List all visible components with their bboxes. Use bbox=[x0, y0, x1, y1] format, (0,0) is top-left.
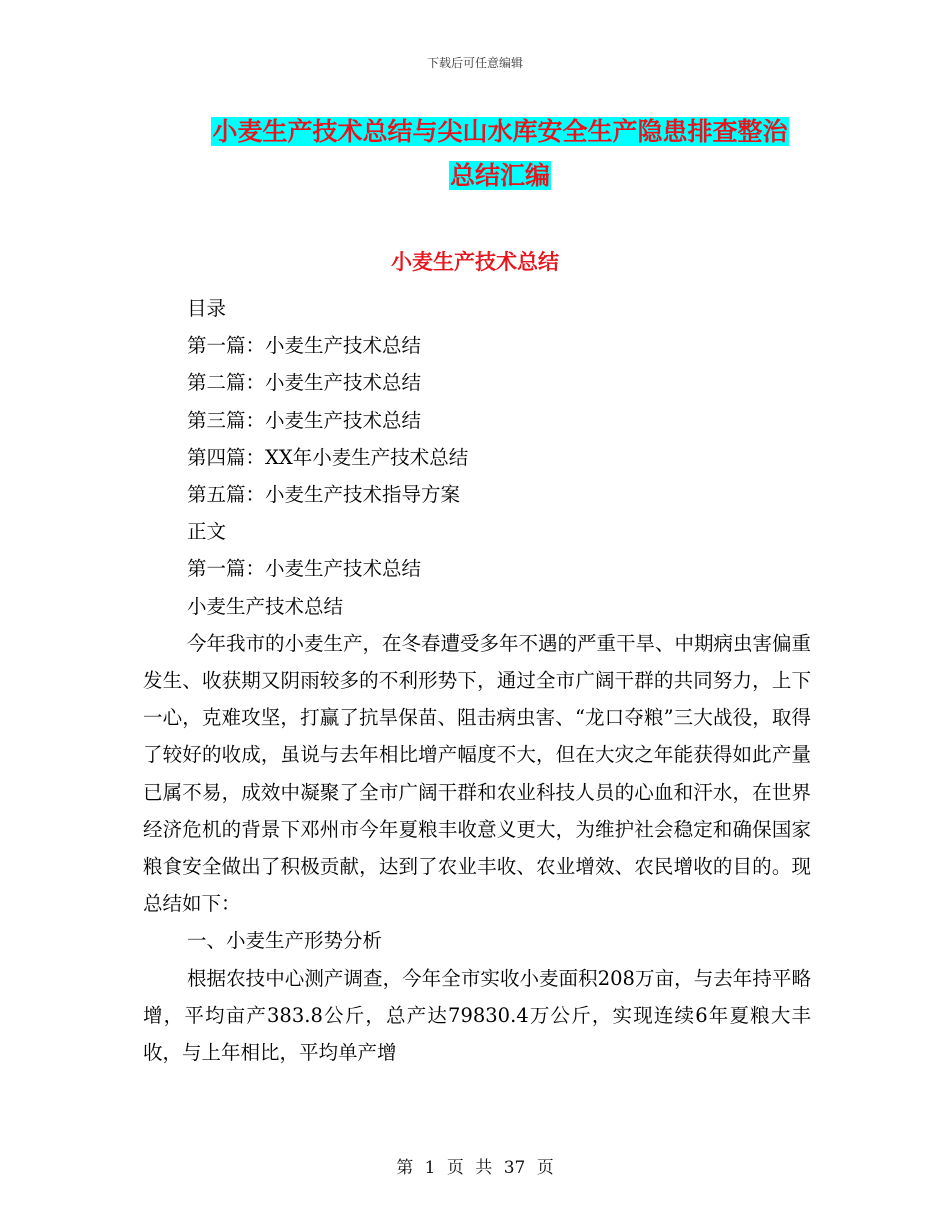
paragraph: 今年我市的小麦生产，在冬春遭受多年不遇的严重干旱、中期病虫害偏重发生、收获期又阴雨较多的不利形势下，通过全市广阔干群的共同努力，上下一心，克难攻坚，打赢了抗旱保苗、阻击病虫害、“龙口夺粮”三大战役，取得了较好的收成，虽说与去年相比增产幅度不大，但在大灾之年能获得如此产量已属不易，成效中凝聚了全市广阔干群和农业科技人员的心血和汗水，在世界经济危机的背景下邓州市今年夏粮丰收意义更大，为维护社会稳定和确保国家粮食安全做出了积极贡献，达到了农业丰收、农业增效、农民增收的目的。现总结如下： bbox=[143, 631, 812, 916]
chapter-subtitle: 小麦生产技术总结 bbox=[187, 594, 344, 618]
toc-item: 第五篇：小麦生产技术指导方案 bbox=[187, 483, 461, 507]
page-number: 第 1 页 共 37 页 bbox=[396, 1158, 554, 1178]
section-title: 小麦生产技术总结 bbox=[391, 250, 559, 274]
document-body bbox=[143, 290, 811, 1071]
paragraph: 根据农技中心测产调查，今年全市实收小麦面积208万亩，与去年持平略增，平均亩产383.8公斤，总产达79830.4万公斤，实现连续6年夏粮大丰收，与上年相比，平均单产增 bbox=[143, 966, 811, 1065]
chapter-title: 第一篇：小麦生产技术总结 bbox=[187, 557, 422, 581]
document-title bbox=[140, 110, 860, 198]
section-heading: 一、小麦生产形势分析 bbox=[187, 929, 383, 953]
toc-item: 第三篇：小麦生产技术总结 bbox=[187, 408, 422, 432]
document-title-line-1: 小麦生产技术总结与尖山水库安全生产隐患排查整治 bbox=[212, 117, 788, 146]
toc-heading: 目录 bbox=[187, 297, 227, 320]
toc-item: 第一篇：小麦生产技术总结 bbox=[187, 334, 422, 358]
page-header: 下载后可任意编辑 bbox=[426, 56, 523, 70]
body-heading: 正文 bbox=[187, 520, 227, 544]
toc-item: 第四篇：XX年小麦生产技术总结 bbox=[187, 445, 469, 469]
document-title-line-2: 总结汇编 bbox=[449, 161, 550, 190]
toc-item: 第二篇：小麦生产技术总结 bbox=[187, 371, 422, 395]
